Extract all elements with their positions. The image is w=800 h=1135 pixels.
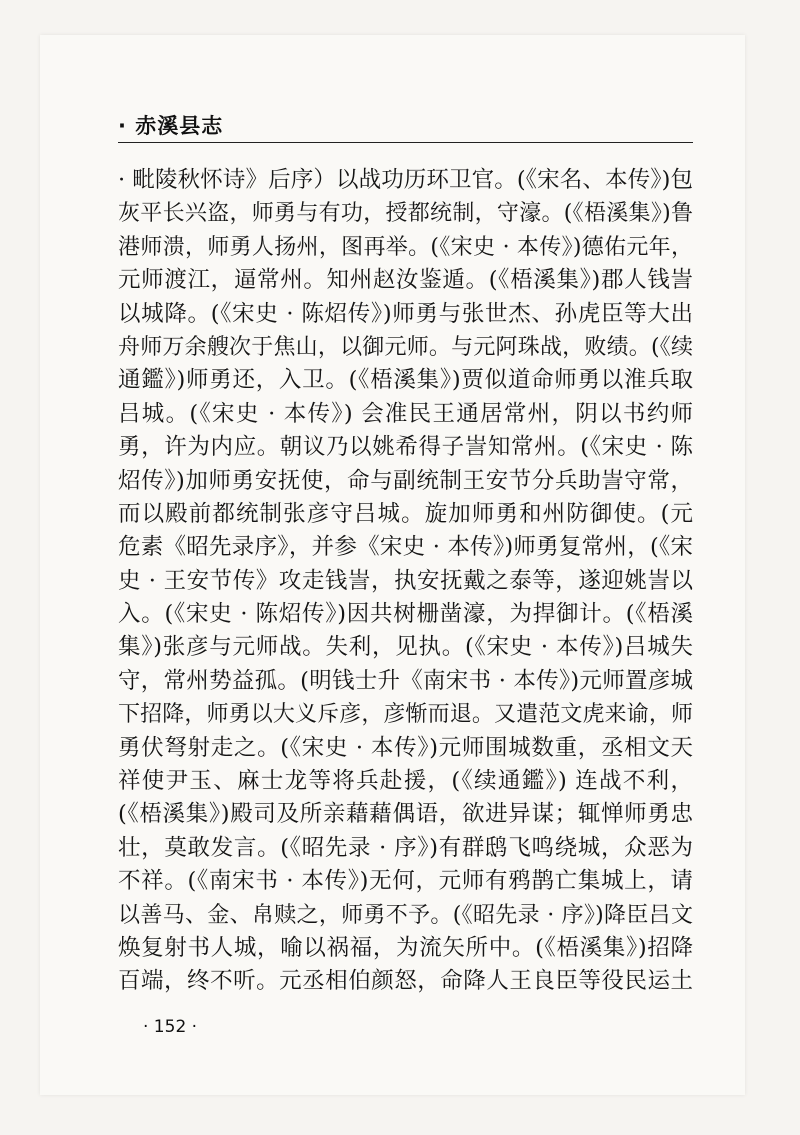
text-line: 集》)张彦与元师战。失利，见执。(《宋史 · 本传》)吕城失 <box>118 634 693 661</box>
text-line: 以城降。(《宋史 · 陈炤传》)师勇与张世杰、孙虎臣等大出 <box>118 300 693 327</box>
text-line: 不祥。(《南宋书 · 本传》)无何，元师有鸦鹊亡集城上，请 <box>118 868 693 895</box>
text-line: 港师溃，师勇人扬州，图再举。(《宋史 · 本传》)德佑元年， <box>118 234 693 260</box>
text-line: 祥使尹玉、麻士龙等将兵赴援，(《续通鑑》) 连战不利， <box>118 768 693 795</box>
text-line: 勇，许为内应。朝议乃以姚希得子訔知常州。(《宋史 · 陈 <box>118 434 693 461</box>
text-line: 守，常州势益孤。(明钱士升《南宋书 · 本传》)元师置彦城 <box>118 667 693 694</box>
text-line: 危素《昭先录序》，并参《宋史 · 本传》)师勇复常州，(《宋 <box>118 534 693 561</box>
text-line: 壮，莫敢发言。(《昭先录 · 序》)有群鸱飞鸣绕城，众恶为 <box>118 834 693 861</box>
text-line: 灰平长兴盗，师勇与有功，授都统制，守濠。(《梧溪集》)鲁 <box>118 201 693 227</box>
text-line: 勇伏弩射走之。(《宋史 · 本传》)元师围城数重，丞相文天 <box>118 734 693 761</box>
text-line: 而以殿前都统制张彦守吕城。旋加师勇和州防御使。(元 <box>118 500 693 527</box>
text-line: 史 · 王安节传》攻走钱訔，执安抚戴之泰等，遂迎姚訔以 <box>118 567 693 594</box>
text-line: 通鑑》)师勇还，入卫。(《梧溪集》)贾似道命师勇以淮兵取 <box>118 367 693 394</box>
text-line: 入。(《宋史 · 陈炤传》)因共树栅凿濠，为捍御计。(《梧溪 <box>118 601 693 628</box>
text-line: 百端，终不听。元丞相伯颜怒，命降人王良臣等役民运土 <box>118 968 693 995</box>
text-line: 元师渡江，逼常州。知州赵汝鉴遁。(《梧溪集》)郡人钱訔 <box>118 267 693 294</box>
page-number: · 152 · <box>143 1017 198 1037</box>
text-line: (《梧溪集》)殿司及所亲藉藉偶语，欲进异谋；辄惮师勇忠 <box>118 801 693 828</box>
text-line: 下招降，师勇以大义斥彦，彦惭而退。又遣范文虎来谕，师 <box>118 702 693 728</box>
text-line: · 毗陵秋怀诗》后序）以战功历环卫官。(《宋名、本传》)包 <box>118 167 693 193</box>
running-header <box>118 108 693 143</box>
text-line: 炤传》)加师勇安抚使，命与副统制王安节分兵助訔守常， <box>118 467 693 494</box>
text-line: 以善马、金、帛赎之，师勇不予。(《昭先录 · 序》)降臣吕文 <box>118 902 693 928</box>
text-line: 舟师万余艘次于焦山，以御元师。与元阿珠战，败绩。(《续 <box>118 334 693 360</box>
header-title: · 赤溪县志 <box>118 114 224 138</box>
text-line: 焕复射书人城，喻以祸福，为流矢所中。(《梧溪集》)招降 <box>118 934 693 961</box>
text-line: 吕城。(《宋史 · 本传》) 会准民王通居常州，阴以书约师 <box>118 400 693 427</box>
body-text <box>118 164 693 999</box>
